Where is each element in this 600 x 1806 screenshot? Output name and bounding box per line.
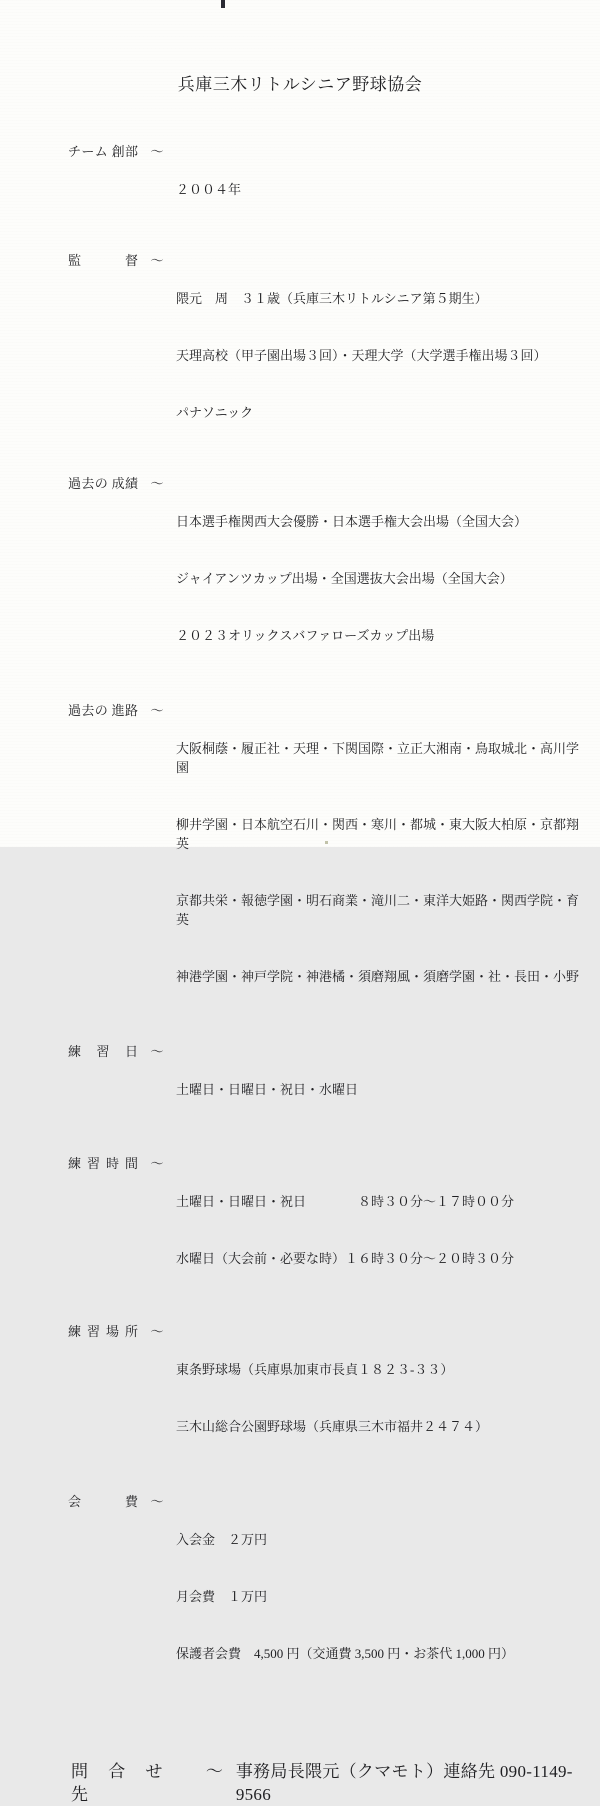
row-content-practice-hours — [176, 1154, 586, 1306]
row-manager — [0, 251, 600, 460]
content-line: ジャイアンツカップ出場・全国選抜大会出場（全国大会） — [176, 571, 513, 586]
content-line: 天理高校（甲子園出場３回）・天理大学（大学選手権出場３回） — [176, 348, 547, 363]
contact-text: 事務局長隈元（クマモト）連絡先 090-1149-9566 — [235, 1762, 573, 1804]
row-label-past-results: 過去の 成績 — [68, 476, 138, 491]
row-content-membership-fee — [176, 1492, 586, 1701]
row-label-membership-fee: 会 費 — [68, 1494, 138, 1509]
tilde-separator: ～ — [150, 253, 164, 268]
tilde-separator: ～ — [150, 1044, 164, 1059]
tilde-separator: ～ — [150, 476, 164, 491]
content-line: 日本選手権関西大会優勝・日本選手権大会出場（全国大会） — [176, 514, 528, 529]
row-content-past-careers — [176, 701, 586, 1024]
row-label-team-founding: チーム 創部 — [68, 144, 138, 159]
content-line: 保護者会費 4,500 円（交通費 3,500 円・お茶代 1,000 円） — [176, 1646, 515, 1661]
row-past-careers — [0, 701, 600, 1024]
content-line: 入会金 ２万円 — [176, 1532, 268, 1547]
row-past-results — [0, 474, 600, 683]
tilde-separator: ～ — [150, 1324, 164, 1339]
scan-artifact-bottom — [325, 841, 328, 844]
tilde-separator: ～ — [150, 1156, 164, 1171]
tilde-separator: ～ — [150, 1494, 164, 1509]
content-line: 大阪桐蔭・履正社・天理・下関国際・立正大湘南・鳥取城北・高川学園 — [176, 741, 580, 775]
row-label-practice-days: 練 習 日 — [68, 1044, 138, 1059]
row-label-past-careers: 過去の 進路 — [68, 703, 138, 718]
row-practice-hours — [0, 1154, 600, 1306]
tilde-separator: ～ — [205, 1762, 223, 1781]
row-label-practice-hours: 練 習 時 間 — [68, 1156, 138, 1171]
row-membership-fee — [0, 1492, 600, 1701]
content-line: 柳井学園・日本航空石川・関西・寒川・都城・東大阪大柏原・京都翔英 — [176, 817, 580, 851]
content-line: 土曜日・日曜日・祝日・水曜日 — [176, 1082, 359, 1097]
scan-artifact-top — [221, 0, 225, 8]
tilde-separator: ～ — [150, 144, 164, 159]
content-line: 三木山総合公園野球場（兵庫県三木市福井２４７４） — [176, 1419, 489, 1434]
info-rows — [0, 142, 600, 1806]
content-line: 東条野球場（兵庫県加東市長貞１８２３-３３） — [176, 1362, 454, 1377]
row-practice-grounds — [0, 1322, 600, 1474]
row-content-practice-days — [176, 1042, 586, 1137]
content-line: 隈元 周 ３１歳（兵庫三木リトルシニア第５期生） — [176, 291, 488, 306]
tilde-separator: ～ — [150, 703, 164, 718]
content-line: 水曜日（大会前・必要な時）１６時３０分～２０時３０分 — [176, 1251, 515, 1266]
row-content-team-founding — [176, 142, 586, 237]
content-line: 京都共栄・報徳学園・明石商業・滝川二・東洋大姫路・関西学院・育英 — [176, 893, 580, 927]
content-line: パナソニック — [176, 405, 254, 420]
content-line: ２００４年 — [176, 182, 242, 197]
row-label-manager: 監 督 — [68, 253, 138, 268]
row-content-practice-grounds — [176, 1322, 586, 1474]
content-line: 月会費 １万円 — [176, 1589, 268, 1604]
row-team-founding — [0, 142, 600, 237]
document-title: 兵庫三木リトルシニア野球協会 — [177, 75, 423, 94]
row-content-manager — [176, 251, 586, 460]
row-contact — [0, 1760, 600, 1806]
row-practice-days — [0, 1042, 600, 1137]
content-line: 神港学園・神戸学院・神港橘・須磨翔風・須磨学園・社・長田・小野 — [176, 969, 580, 984]
row-content-past-results — [176, 474, 586, 683]
row-label-practice-grounds: 練 習 場 所 — [68, 1324, 138, 1339]
content-line: ２０２３オリックスバファローズカップ出場 — [176, 628, 435, 643]
content-line: 土曜日・日曜日・祝日 ８時３０分～１７時００分 — [176, 1194, 515, 1209]
contact-label: 問 合 せ 先 — [71, 1762, 171, 1804]
